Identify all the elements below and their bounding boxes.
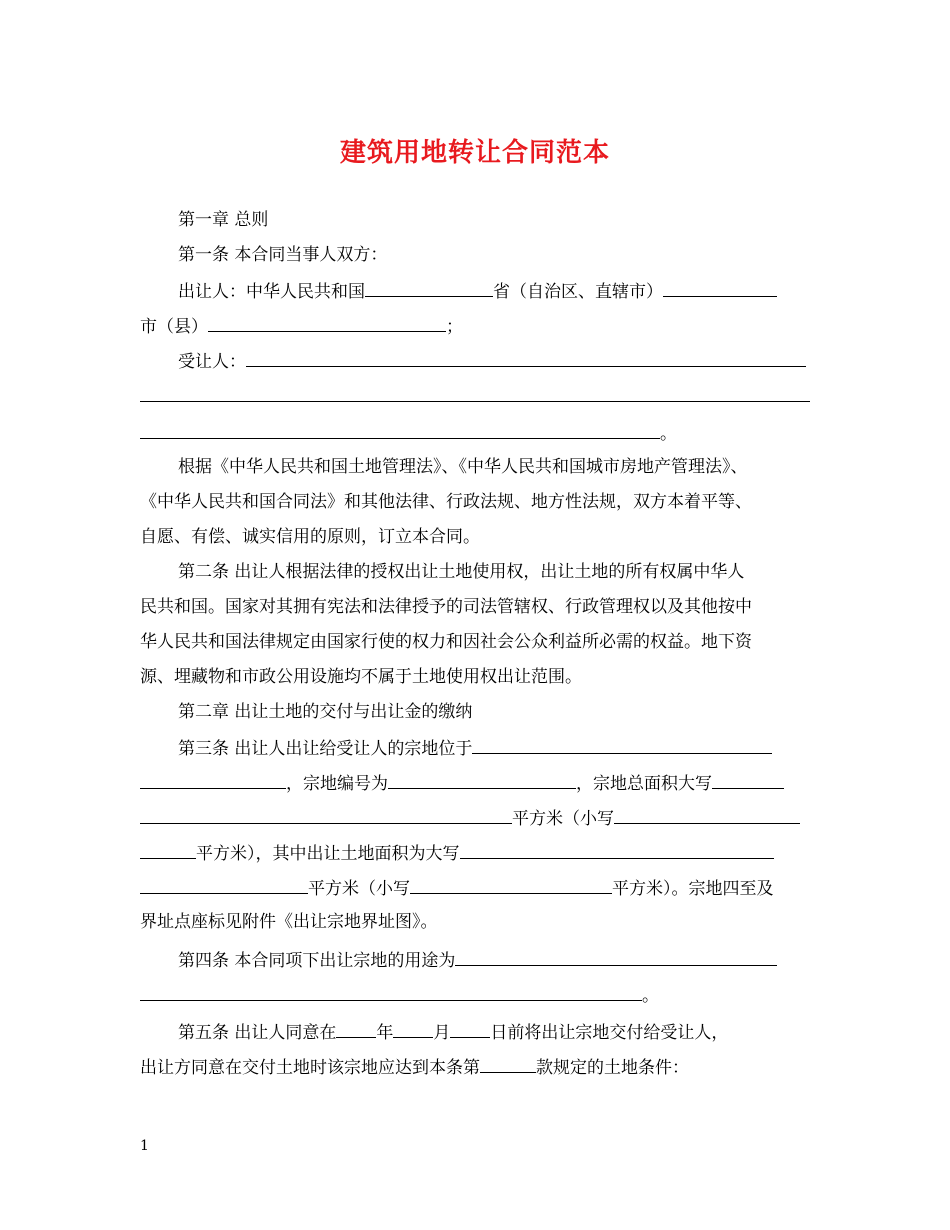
document-title: 建筑用地转让合同范本 — [339, 138, 610, 168]
chapter-2-heading: 第二章 出让土地的交付与出让金的缴纳 — [178, 702, 473, 722]
county-line: 市（县） ； — [140, 313, 810, 339]
article-4-line-2: 。 — [140, 982, 810, 1008]
transferee-blank-3[interactable] — [140, 420, 660, 439]
chapter-1-heading: 第一章 总则 — [178, 210, 269, 230]
province-blank[interactable] — [365, 278, 493, 297]
transferee-line: 受让人： — [178, 348, 810, 374]
year-blank[interactable] — [336, 1019, 376, 1038]
city-blank[interactable] — [663, 278, 777, 297]
month-blank[interactable] — [393, 1019, 433, 1038]
article-5-line-2: 出让方同意在交付土地时该宗地应达到本条第 款规定的土地条件： — [140, 1054, 810, 1080]
article-2-line-1: 第二条 出让人根据法律的授权出让土地使用权，出让土地的所有权属中华人 — [178, 562, 745, 582]
article-3-line-4: 平方米），其中出让土地面积为大写 — [140, 840, 810, 866]
article-3-line-6: 界址点座标见附件《出让宗地界址图》。 — [140, 912, 438, 932]
transferor-line: 出让人：中华人民共和国 省（自治区、直辖市） — [178, 278, 810, 304]
clause-number-blank[interactable] — [480, 1054, 536, 1073]
transfer-area-blank-2[interactable] — [140, 875, 308, 894]
basis-paragraph-line-1: 根据《中华人民共和国土地管理法》、《中华人民共和国城市房地产管理法》、 — [178, 457, 748, 477]
article-1-heading: 第一条 本合同当事人双方： — [178, 245, 388, 265]
location-blank-2[interactable] — [140, 770, 286, 789]
land-use-blank[interactable] — [455, 947, 777, 966]
basis-paragraph-line-3: 自愿、有偿、诚实信用的原则，订立本合同。 — [140, 527, 480, 547]
total-area-figures-blank-2[interactable] — [140, 840, 196, 859]
article-4-line-1: 第四条 本合同项下出让宗地的用途为 — [178, 947, 810, 973]
transfer-area-figures-blank[interactable] — [410, 875, 612, 894]
land-use-blank-2[interactable] — [140, 982, 642, 1001]
basis-paragraph-line-2: 《中华人民共和国合同法》和其他法律、行政法规、地方性法规，双方本着平等、 — [140, 492, 752, 512]
article-2-line-2: 民共和国。国家对其拥有宪法和法律授予的司法管辖权、行政管理权以及其他按中 — [140, 597, 752, 617]
transfer-area-blank[interactable] — [460, 840, 774, 859]
article-3-line-2: ，宗地编号为 ，宗地总面积大写 — [140, 770, 810, 796]
article-5-line-1: 第五条 出让人同意在 年 月 日前将出让宗地交付给受让人， — [178, 1019, 810, 1045]
transferee-blank-2[interactable] — [140, 383, 810, 402]
article-3-line-5: 平方米（小写 平方米）。宗地四至及 — [140, 875, 810, 901]
article-3-line-3: 平方米（小写 — [140, 805, 810, 831]
total-area-blank-2[interactable] — [140, 805, 512, 824]
page-number: 1 — [140, 1138, 149, 1154]
total-area-blank[interactable] — [712, 770, 784, 789]
article-2-line-3: 华人民共和国法律规定由国家行使的权力和因社会公众利益所必需的权益。地下资 — [140, 632, 752, 652]
transferee-end: 。 — [140, 420, 810, 446]
transferee-blank[interactable] — [246, 348, 806, 367]
county-blank[interactable] — [208, 313, 446, 332]
transferee-continued — [140, 383, 810, 409]
total-area-figures-blank[interactable] — [614, 805, 800, 824]
parcel-number-blank[interactable] — [388, 770, 576, 789]
day-blank[interactable] — [450, 1019, 490, 1038]
location-blank[interactable] — [472, 735, 772, 754]
article-2-line-4: 源、埋藏物和市政公用设施均不属于土地使用权出让范围。 — [140, 667, 582, 687]
article-3-line-1: 第三条 出让人出让给受让人的宗地位于 — [178, 735, 810, 761]
